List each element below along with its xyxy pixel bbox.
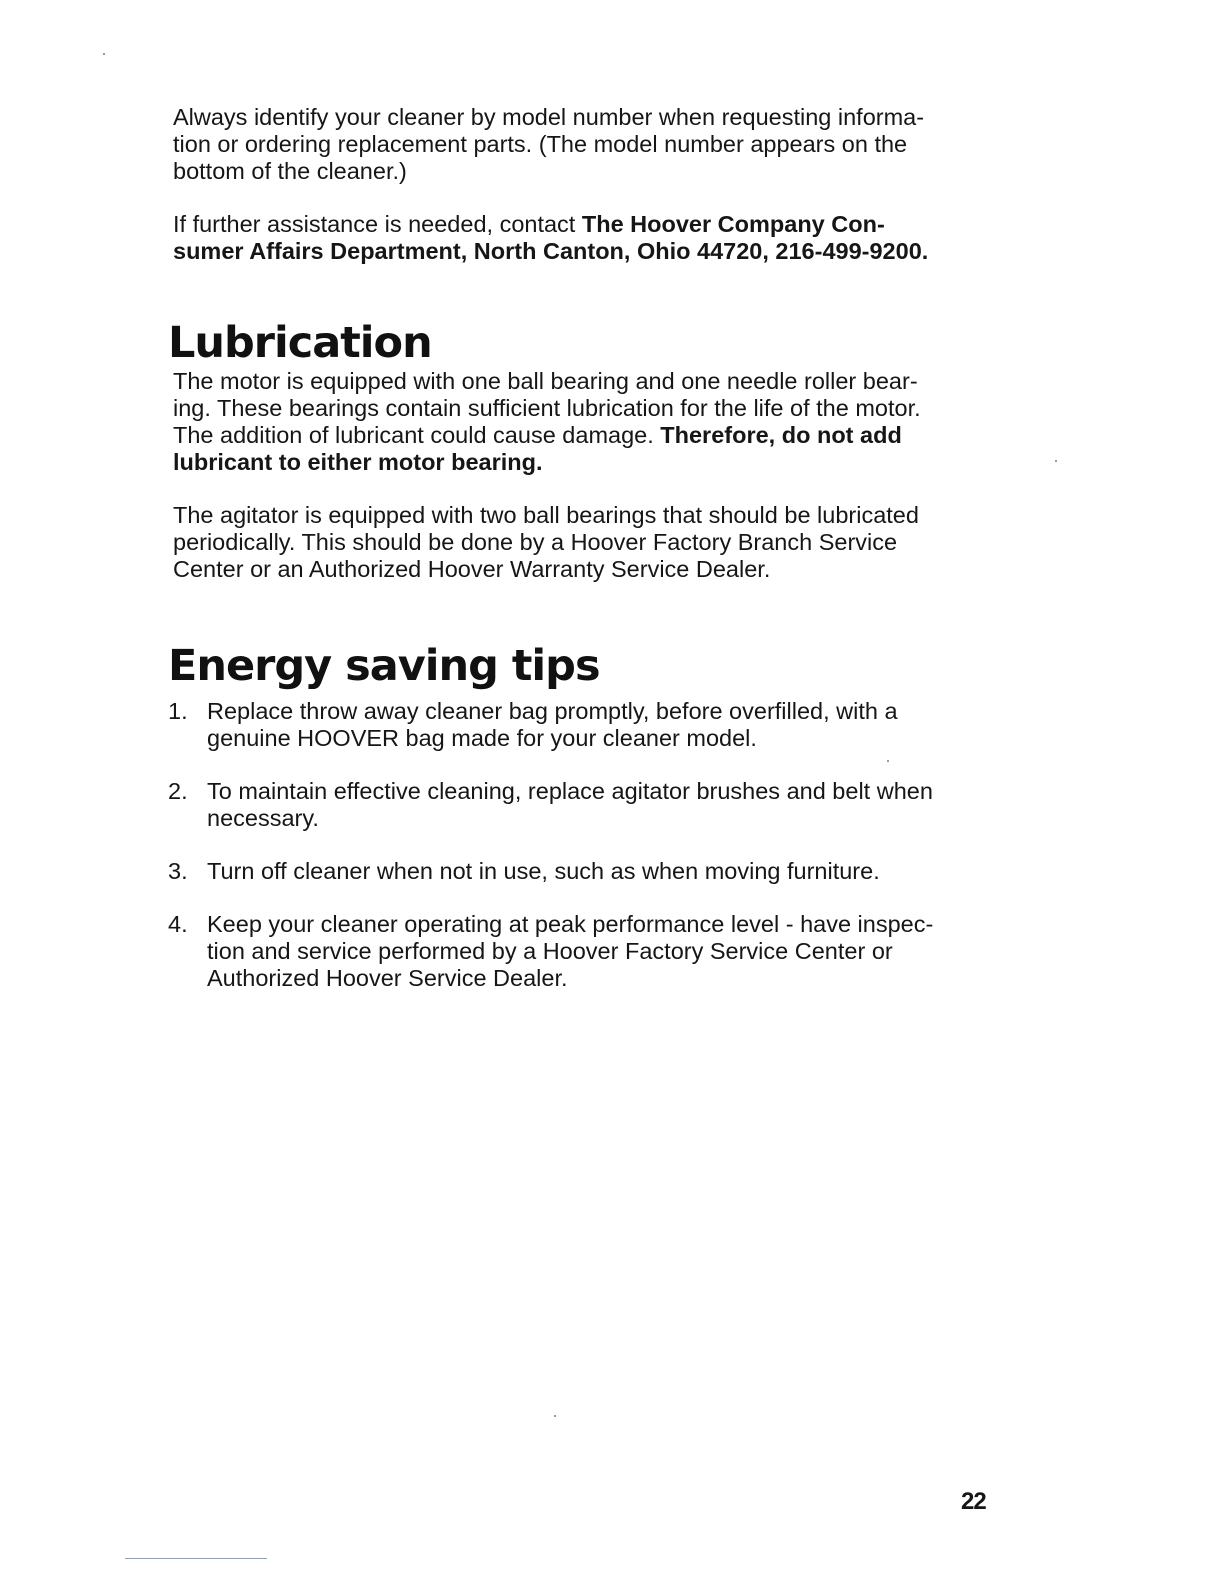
- model-number-paragraph: [173, 104, 1003, 185]
- damage-warning-text: The addition of lubricant could cause damage.: [173, 422, 661, 448]
- text-line: The agitator is equipped with two ball bearings that should be lubricated: [173, 502, 919, 528]
- text-line: Center or an Authorized Hoover Warranty Service Dealer.: [173, 556, 771, 582]
- list-text: [207, 698, 1007, 752]
- list-number: 2.: [168, 778, 188, 804]
- list-text: [207, 778, 1007, 832]
- text-line: Keep your cleaner operating at peak performance level - have inspec-: [207, 911, 934, 937]
- text-line: Always identify your cleaner by model number when requesting informa-: [173, 104, 925, 130]
- list-number: 3.: [168, 858, 188, 884]
- list-number: 4.: [168, 911, 188, 937]
- company-name: The Hoover Company Con-: [581, 211, 885, 237]
- scan-speck: [1055, 460, 1057, 462]
- scan-speck: [103, 53, 105, 55]
- do-not-add-warning-cont: lubricant to either motor bearing.: [173, 449, 543, 475]
- text-line: bottom of the cleaner.): [173, 158, 407, 184]
- contact-lead-text: If further assistance is needed, contact: [173, 211, 582, 237]
- text-line: tion or ordering replacement parts. (The model number appears on the: [173, 131, 908, 157]
- page-number: 22: [961, 1488, 986, 1515]
- scan-speck: [554, 1415, 556, 1417]
- contact-paragraph: [173, 211, 1003, 265]
- text-line: periodically. This should be done by a Hoover Factory Branch Service: [173, 529, 898, 555]
- text-line: tion and service performed by a Hoover Factory Service Center or: [207, 938, 893, 964]
- motor-bearing-paragraph: [173, 368, 1003, 476]
- do-not-add-warning: Therefore, do not add: [660, 422, 902, 448]
- text-line: Turn off cleaner when not in use, such as when moving furniture.: [207, 858, 880, 884]
- list-text: [207, 858, 1007, 885]
- text-line: [173, 211, 1003, 238]
- text-line: To maintain effective cleaning, replace agitator brushes and belt when: [207, 778, 933, 804]
- text-line: [173, 422, 1003, 449]
- lubrication-heading: Lubrication: [168, 318, 432, 368]
- footer-rule: [125, 1558, 267, 1559]
- energy-tips-heading: Energy saving tips: [168, 641, 600, 691]
- agitator-bearing-paragraph: [173, 502, 1003, 583]
- text-line: necessary.: [207, 805, 319, 831]
- text-line: Authorized Hoover Service Dealer.: [207, 965, 568, 991]
- scan-speck: [887, 760, 889, 762]
- text-line: ing. These bearings contain sufficient lubrication for the life of the motor.: [173, 395, 921, 421]
- text-line: Replace throw away cleaner bag promptly, before overfilled, with a: [207, 698, 898, 724]
- text-line: genuine HOOVER bag made for your cleaner model.: [207, 725, 757, 751]
- text-line: The motor is equipped with one ball bearing and one needle roller bear-: [173, 368, 918, 394]
- list-text: [207, 911, 1007, 992]
- contact-address: sumer Affairs Department, North Canton, Ohio 44720, 216-499-9200.: [173, 238, 929, 264]
- list-number: 1.: [168, 698, 188, 724]
